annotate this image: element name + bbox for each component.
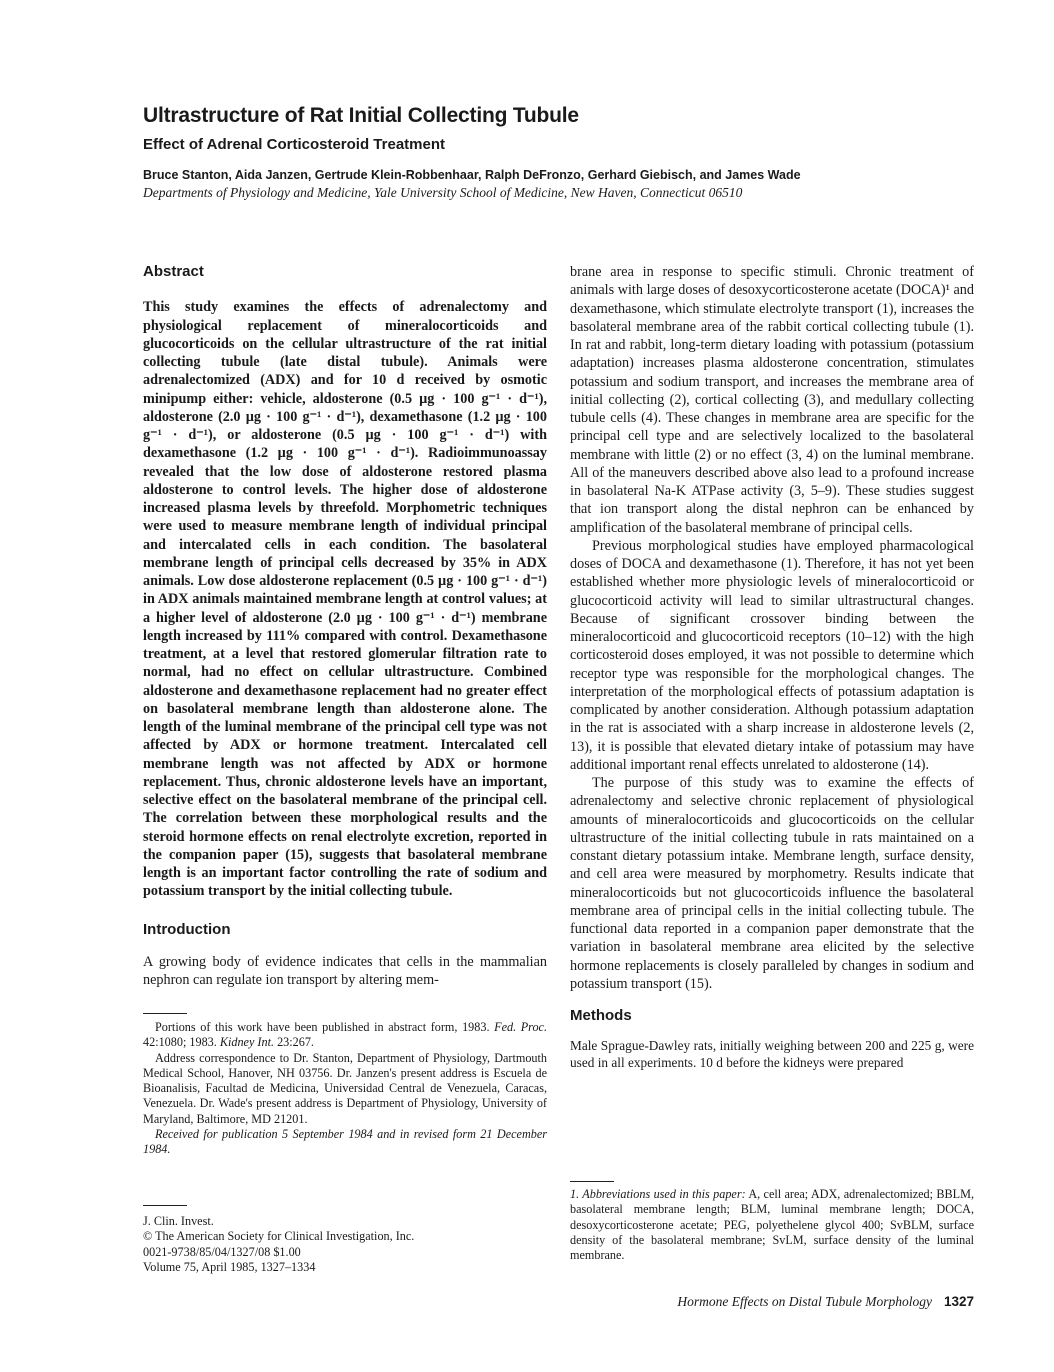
journal-name: J. Clin. Invest. — [143, 1214, 214, 1228]
page-footer — [560, 1294, 974, 1310]
abbrev-text: A, cell area; ADX, adrenalectomized; BBLM, basolateral membrane length; BLM, luminal membrane length; DOCA, desoxycorticosterone acetate; PEG, polyethelene glycol 400; SvBLM, surface density of the basolateral membrane; SvLM, surface density of the luminal membrane. — [570, 1187, 974, 1263]
footnote-journal-kidney: Kidney Int. — [219, 1035, 275, 1050]
abstract-heading: Abstract — [143, 263, 204, 280]
intro-paragraph-1-start: A growing body of evidence indicates that cells in the mammalian nephron can regulate ion transport by altering mem- — [143, 953, 547, 988]
abstract-text: This study examines the effects of adrenalectomy and physiological replacement of mineralocorticoids and glucocorticoids on the cellular ultrastructure of the rat initial collecting tubule (late distal tubule). Animals were adrenalectomized (ADX) and for 10 d received by osmotic minipump either: vehicle, aldosterone (0.5 µg · 100 g⁻¹ · d⁻¹), aldosterone (2.0 µg · 100 g⁻¹ · d⁻¹), dexamethasone (1.2 µg · 100 g⁻¹ · d⁻¹), or aldosterone (0.5 µg · 100 g⁻¹ · d⁻¹) with dexamethasone (1.2 µg · 100 g⁻¹ · d⁻¹). Radioimmunoassay revealed that the low dose of aldosterone restored plasma aldosterone to control levels. The higher dose of aldosterone increased plasma levels by threefold. Morphometric techniques were used to measure membrane length of individual principal and intercalated cells in each condition. The basolateral membrane length of principal cells decreased by 35% in ADX animals. Low dose aldosterone replacement (0.5 µg · 100 g⁻¹ · d⁻¹) in ADX animals maintained membrane length at control values; at a higher level of aldosterone (2.0 µg · 100 g⁻¹ · d⁻¹) membrane length increased by 111% compared with control. Dexamethasone treatment, at a level that restored glomerular filtration rate to normal, had no effect on cellular ultrastructure. Combined aldosterone and dexamethasone replacement had no greater effect on basolateral membrane length than aldosterone alone. The length of the luminal membrane of the principal cell type was not affected by ADX or hormone treatment. Intercalated cell membrane length was not affected by ADX or hormone replacement. Thus, chronic aldosterone levels have an important, selective effect on the basolateral membrane of the principal cell. The correlation between these morphological results and the steroid hormone effects on renal electrolyte excretion, reported in the companion paper (15), suggests that basolateral membrane length is an important factor controlling the rate of sodium and potassium transport by the initial collecting tubule. — [143, 299, 547, 900]
abbreviations-footnote — [570, 1187, 974, 1263]
footnote-abstract-publication-post: 23:267. — [277, 1035, 314, 1050]
abbrev-label: 1. Abbreviations used in this paper: — [570, 1187, 746, 1201]
running-title: Hormone Effects on Distal Tubule Morphology — [677, 1294, 932, 1309]
footnote-abstract-publication — [143, 1020, 547, 1051]
volume-line: Volume 75, April 1985, 1327–1334 — [143, 1259, 316, 1274]
left-column — [143, 263, 547, 989]
abbrev-rule — [570, 1181, 614, 1182]
intro-paragraph-3: The purpose of this study was to examine the effects of adrenalectomy and selective chronic replacement of physiological amounts of mineralocorticoids and glucocorticoids on the cellular ultrastructure of the initial collecting tubule in rats maintained on a constant dietary potassium intake. Membrane length, surface density, and cell area were measured by morphometry. Results indicate that mineralocorticoids but not glucocorticoids influence the basolateral membrane area of principal cells in the initial collecting tubule. The functional data reported in a companion paper demonstrate that the variation in basolateral membrane area elicited by the selective hormone replacements is closely paralleled by changes in sodium and potassium transport (15). — [570, 775, 974, 992]
author-list: Bruce Stanton, Aida Janzen, Gertrude Klein-Robbenhaar, Ralph DeFronzo, Gerhard Giebisch, and James Wade — [143, 168, 801, 182]
introduction-heading: Introduction — [143, 920, 231, 938]
footnote-rule — [143, 1013, 187, 1014]
paper-subtitle: Effect of Adrenal Corticosteroid Treatment — [143, 136, 445, 153]
affiliation: Departments of Physiology and Medicine, Yale University School of Medicine, New Haven, Connecticut 06510 — [143, 185, 743, 200]
footnote-abstract-publication-mid: 42:1080; 1983. — [143, 1035, 217, 1050]
paper-title: Ultrastructure of Rat Initial Collecting Tubule — [143, 104, 579, 127]
footnote-journal-fed: Fed. Proc. — [494, 1020, 548, 1034]
page-number: 1327 — [943, 1294, 974, 1309]
issn-line: 0021-9738/85/04/1327/08 $1.00 — [143, 1244, 301, 1259]
intro-paragraph-2: Previous morphological studies have employed pharmacological doses of DOCA and dexamethasone (1). Therefore, it has not yet been established whether more physiologic levels of mineralocorticoid or glucocorticoid activity will lead to similar ultrastructural changes. Because of significant crossover binding between the mineralocorticoid and glucocorticoid receptors (10–12) with the high corticosteroid doses employed, it was not possible to determine which receptor type was responsible for the morphological changes. The interpretation of the morphological effects of potassium adaptation is complicated by another consideration. Although potassium adaptation in the rat is associated with a sharp increase in aldosterone levels (2, 13), it is possible that elevated dietary intake of potassium may have additional important renal effects unrelated to aldosterone (14). — [570, 537, 974, 773]
methods-heading: Methods — [570, 1007, 632, 1024]
copyright-line: © The American Society for Clinical Investigation, Inc. — [143, 1229, 415, 1244]
methods-text: Male Sprague-Dawley rats, initially weighing between 200 and 225 g, were used in all experiments. 10 d before the kidneys were prepared — [570, 1038, 974, 1071]
left-footnotes — [143, 1020, 547, 1158]
footnote-received: Received for publication 5 September 1984 and in revised form 21 December 1984. — [143, 1127, 547, 1157]
footnote-address: Address correspondence to Dr. Stanton, Department of Physiology, Dartmouth Medical School, Hanover, NH 03756. Dr. Janzen's present address is Escuela de Bioanalisis, Facultad de Medicina, Universidad Central de Venezuela, Caracas, Venezuela. Dr. Wade's present address is Department of Physiology, University of Maryland, Baltimore, MD 21201. — [143, 1050, 547, 1126]
journal-info — [143, 1214, 547, 1275]
right-column — [570, 263, 974, 1071]
journal-rule — [143, 1205, 187, 1206]
footnote-abstract-publication-pre: Portions of this work have been published in abstract form, 1983. — [155, 1020, 490, 1034]
intro-paragraph-1-cont: brane area in response to specific stimuli. Chronic treatment of animals with large doses of desoxycorticosterone acetate (DOCA)¹ and dexamethasone, which stimulate electrolyte transport (1), increases the basolateral membrane area of the rabbit cortical collecting tubule (1). In rat and rabbit, long-term dietary loading with potassium (potassium adaptation) increases plasma aldosterone concentration, stimulates potassium and sodium transport, and increases the membrane area of initial collecting (2), cortical collecting (3), and medullary collecting tubule cells (4). These changes in membrane area are specific for the principal cell type and are selectively localized to the basolateral membrane with little (2) or no effect (3, 4) on the luminal membrane. All of the maneuvers described above also lead to a profound increase in basolateral Na-K ATPase activity (3, 5–9). These studies suggest that ion transport along the distal nephron can be enhanced by amplification of the basolateral membrane of principal cells. — [570, 264, 974, 536]
